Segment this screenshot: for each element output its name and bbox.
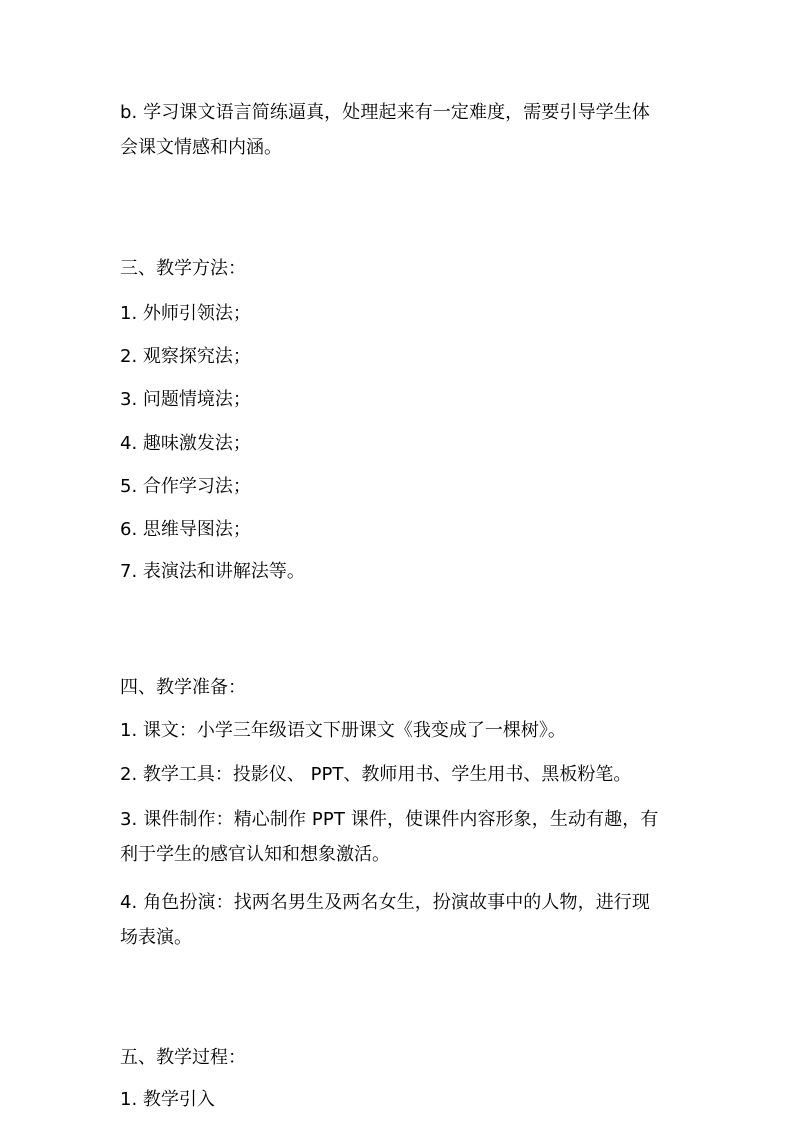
section-heading-process: 五、教学过程： (120, 1047, 246, 1068)
process-item-1: 1. 教学引入 (120, 1089, 215, 1110)
preparation-item-4-line2: 场表演。 (120, 927, 192, 948)
difficulty-b-line1: b. 学习课文语言简练逼真，处理起来有一定难度，需要引导学生体 (120, 102, 650, 123)
preparation-item-3-line2: 利于学生的感官认知和想象激活。 (120, 844, 390, 865)
preparation-item-2: 2. 教学工具：投影仪、 PPT、教师用书、学生用书、黑板粉笔。 (120, 764, 632, 785)
method-item-1: 1. 外师引领法； (120, 303, 251, 324)
method-item-3: 3. 问题情境法； (120, 389, 251, 410)
preparation-item-4-line1: 4. 角色扮演：找两名男生及两名女生，扮演故事中的人物，进行现 (120, 892, 650, 913)
method-item-2: 2. 观察探究法； (120, 346, 251, 367)
difficulty-b-line2: 会课文情感和内涵。 (120, 137, 282, 158)
preparation-item-1: 1. 课文：小学三年级语文下册课文《我变成了一棵树》。 (120, 720, 566, 741)
method-item-6: 6. 思维导图法； (120, 519, 251, 540)
method-item-7: 7. 表演法和讲解法等。 (120, 561, 305, 582)
section-heading-preparation: 四、教学准备： (120, 677, 246, 698)
section-heading-methods: 三、教学方法： (120, 258, 246, 279)
method-item-5: 5. 合作学习法； (120, 476, 251, 497)
preparation-item-3-line1: 3. 课件制作：精心制作 PPT 课件，使课件内容形象，生动有趣，有 (120, 809, 659, 830)
method-item-4: 4. 趣味激发法； (120, 433, 251, 454)
